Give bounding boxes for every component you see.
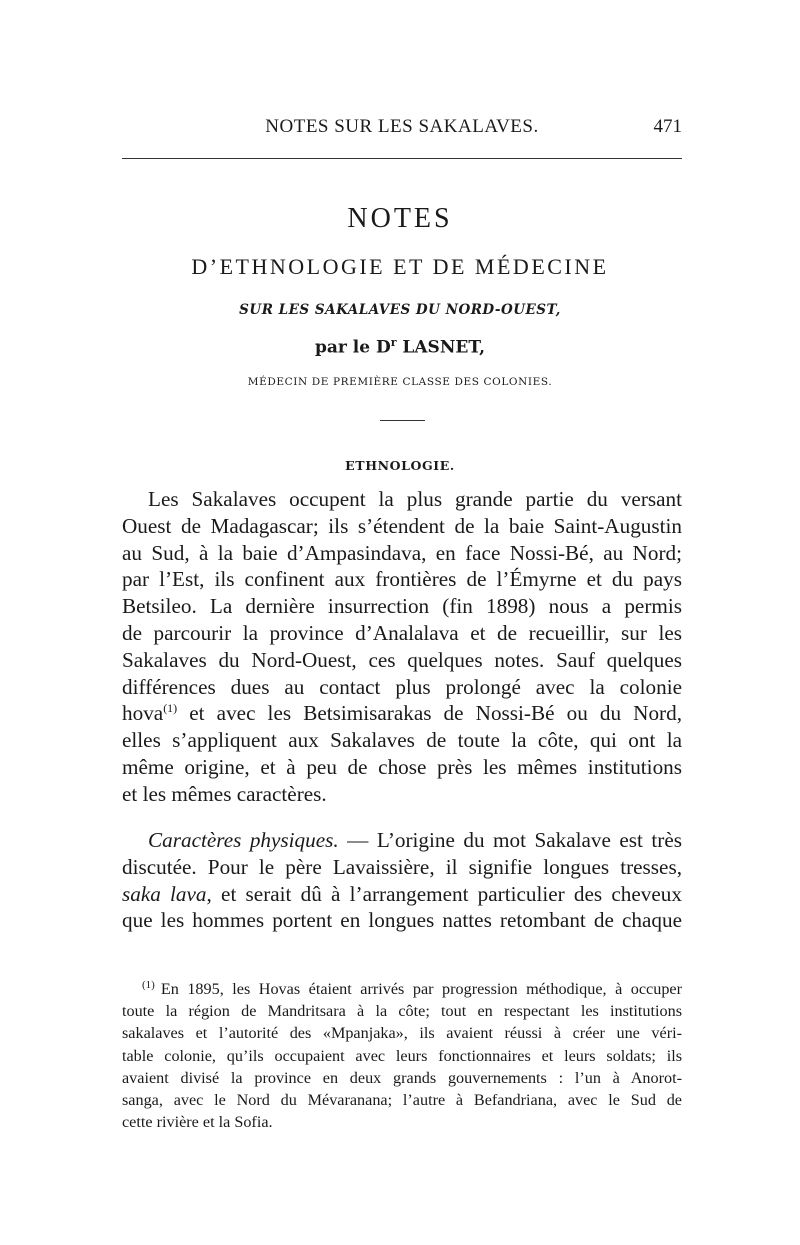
line-remainder: , et serait dû à l’arrangement particulier des cheveux — [206, 881, 682, 906]
paragraph-ethnologie — [122, 486, 682, 808]
section-heading: ETHNOLOGIE. — [345, 458, 455, 473]
running-head — [122, 116, 682, 144]
article-title: NOTES — [347, 203, 453, 234]
line-remainder: et avec les Betsimisarakas de Nossi-Bé ou du Nord, — [189, 701, 683, 726]
paragraph-caracteres-physiques — [122, 827, 682, 934]
author-name: LASNET, — [396, 337, 486, 358]
footnote-line: avaient divisé la province en deux grands gouvernements : l’un à Anorot- — [122, 1068, 682, 1087]
text-line: Les Sakalaves occupent la plus grande partie du versant — [148, 487, 682, 511]
text-line: discutée. Pour le père Lavaissière, il signifie longues tresses, — [122, 854, 682, 879]
author-affiliation: MÉDECIN DE PREMIÈRE CLASSE DES COLONIES. — [247, 376, 553, 388]
footnote-text: En 1895, les Hovas étaient arrivés par progression méthodique, à occuper — [160, 980, 682, 998]
text-line: Ouest de Madagascar; ils s’étendent de la baie Saint-Augustin — [122, 513, 682, 538]
header-rule — [122, 158, 682, 159]
footnote — [122, 978, 682, 1133]
byline-prefix: par le D — [314, 337, 391, 358]
paragraph-heading: Caractères physiques. — [148, 828, 339, 852]
footnote-reference: (1) — [163, 701, 178, 716]
text-line: que les hommes portent en longues nattes retombant de chaque — [122, 908, 682, 933]
text-line: et les mêmes caractères. — [122, 781, 327, 806]
article-subtitle: D’ETHNOLOGIE ET DE MÉDECINE — [191, 254, 609, 279]
text-line: même origine, et à peu de chose près les mêmes institutions — [122, 754, 682, 779]
footnote-line: sakalaves et l’autorité des «Mpanjaka», ils avaient réussi à créer une véri- — [122, 1024, 682, 1043]
text-line: au Sud, à la baie d’Ampasindava, en face Nossi-Bé, au Nord; — [122, 540, 682, 565]
text-line — [122, 827, 682, 854]
footnote-line: table colonie, qu’ils occupaient avec leurs fonctionnaires et leurs soldats; ils — [122, 1046, 682, 1065]
italic-term: saka lava — [122, 881, 207, 906]
author-byline — [0, 336, 800, 358]
text-line: par l’Est, ils confinent aux frontières de l’Émyrne et du pays — [122, 567, 682, 592]
word-hova: hova — [122, 701, 164, 726]
text-line: Sakalaves du Nord-Ouest, ces quelques notes. Sauf quelques — [122, 647, 682, 672]
footnote-line: toute la région de Mandritsara à la côte; tout en respectant les institutions — [122, 1002, 682, 1021]
text-line: de parcourir la province d’Analalava et de recueillir, sur les — [122, 620, 682, 645]
footnote-marker: (1) — [142, 978, 155, 991]
footnote-line: sanga, avec le Nord du Mévaranana; l’autre à Befandriana, avec le Sud de — [122, 1090, 682, 1109]
title-separator-rule — [380, 420, 425, 421]
footnote-line — [122, 978, 682, 1000]
text-line: Betsileo. La dernière insurrection (fin 1898) nous a permis — [122, 594, 682, 619]
text-line — [122, 881, 682, 908]
line-remainder: — L’origine du mot Sakalave est très — [338, 828, 682, 852]
article-region: SUR LES SAKALAVES DU NORD-OUEST, — [239, 302, 561, 318]
page-number: 471 — [653, 116, 682, 137]
running-head-title: NOTES SUR LES SAKALAVES. — [265, 116, 539, 137]
text-line: différences dues au contact plus prolongé avec la colonie — [122, 674, 682, 699]
byline-superscript: r — [390, 336, 397, 349]
text-line-with-footnote-ref — [122, 700, 682, 727]
footnote-line: cette rivière et la Sofia. — [122, 1113, 273, 1132]
text-line: elles s’appliquent aux Sakalaves de toute la côte, qui ont la — [122, 728, 682, 753]
